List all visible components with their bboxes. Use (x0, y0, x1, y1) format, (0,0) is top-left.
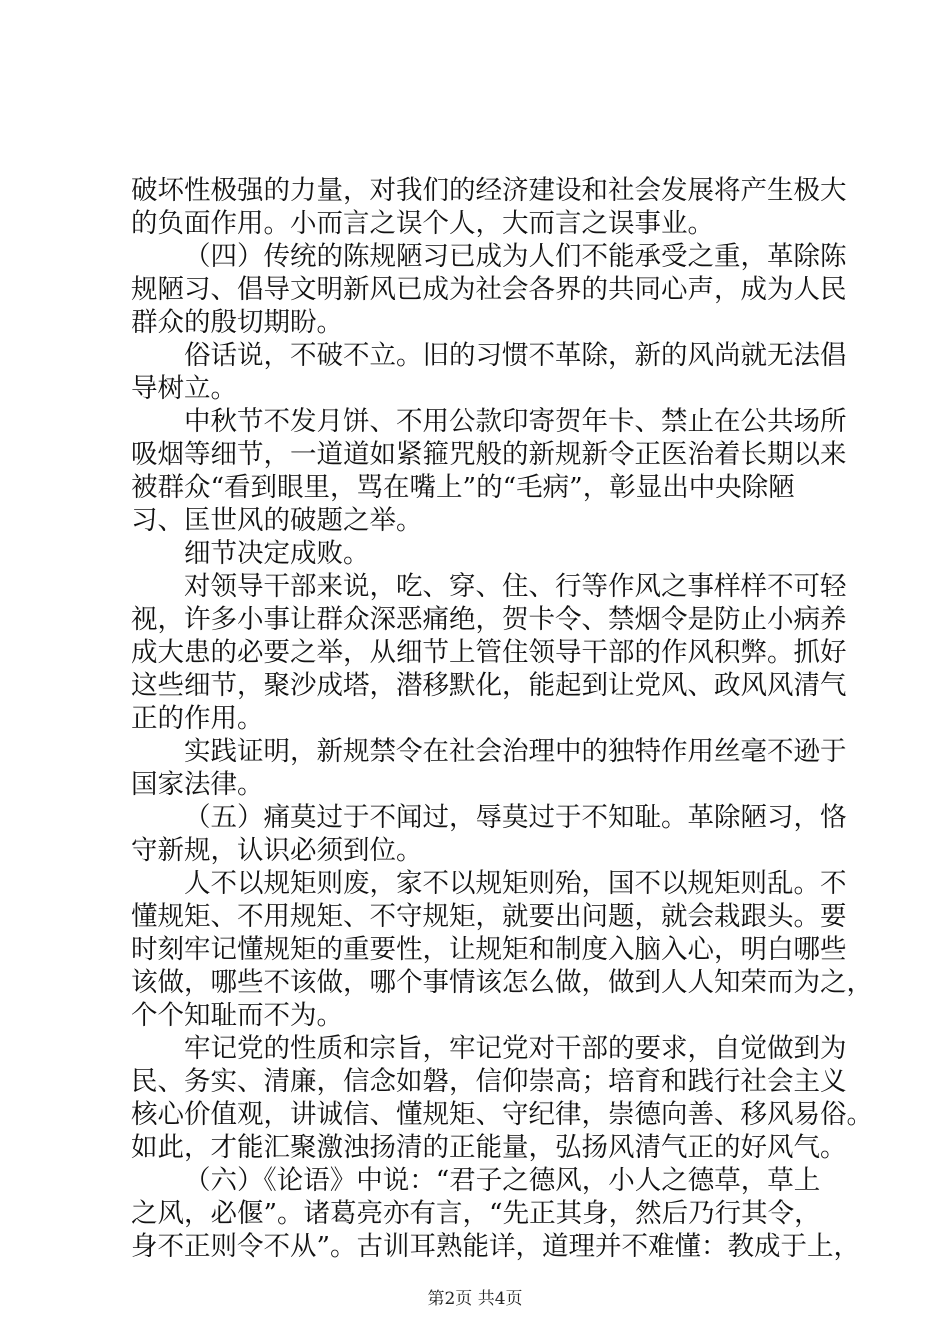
text-line: 核心价值观，讲诚信、懂规矩、守纪律，崇德向善、移风易俗。 (131, 1099, 873, 1130)
text-line: （五）痛莫过于不闻过，辱莫过于不知耻。革除陋习，恪 (184, 802, 847, 833)
text-line: 中秋节不发月饼、不用公款印寄贺年卡、禁止在公共场所 (184, 406, 847, 437)
text-line: （六）《论语》中说：“君子之德风，小人之德草，草上 (184, 1165, 821, 1196)
text-line: 实践证明，新规禁令在社会治理中的独特作用丝毫不逊于 (184, 736, 847, 767)
text-line: 之风，必偃”。诸葛亮亦有言，“先正其身，然后乃行其令， (131, 1198, 821, 1229)
text-line: 人不以规矩则废，家不以规矩则殆，国不以规矩则乱。不 (184, 868, 847, 899)
text-line: 吸烟等细节，一道道如紧箍咒般的新规新令正医治着长期以来 (131, 439, 847, 470)
text-line: 民、务实、清廉，信念如磐，信仰崇高；培育和践行社会主义 (131, 1066, 847, 1097)
text-line: 牢记党的性质和宗旨，牢记党对干部的要求，自觉做到为 (184, 1033, 847, 1064)
text-line: 守新规，认识必须到位。 (131, 835, 423, 866)
text-line: 身不正则令不从”。古训耳熟能详，道理并不难懂：教成于上， (131, 1231, 861, 1262)
text-line: （四）传统的陈规陋习已成为人们不能承受之重，革除陈 (184, 241, 847, 272)
text-line: 正的作用。 (131, 703, 264, 734)
text-line: 国家法律。 (131, 769, 264, 800)
text-line: 时刻牢记懂规矩的重要性，让规矩和制度入脑入心，明白哪些 (131, 934, 847, 965)
text-line: 规陋习、倡导文明新风已成为社会各界的共同心声，成为人民 (131, 274, 847, 305)
text-line: 懂规矩、不用规矩、不守规矩，就要出问题，就会栽跟头。要 (131, 901, 847, 932)
text-line: 细节决定成败。 (184, 538, 370, 569)
text-line: 群众的殷切期盼。 (131, 307, 343, 338)
text-line: 这些细节，聚沙成塔，潜移默化，能起到让党风、政风风清气 (131, 670, 847, 701)
text-line: 破坏性极强的力量，对我们的经济建设和社会发展将产生极大 (131, 175, 847, 206)
text-line: 视，许多小事让群众深恶痛绝，贺卡令、禁烟令是防止小病养 (131, 604, 847, 635)
text-line: 的负面作用。小而言之误个人，大而言之误事业。 (131, 208, 714, 239)
text-line: 导树立。 (131, 373, 237, 404)
text-line: 习、匡世风的破题之举。 (131, 505, 423, 536)
text-line: 成大患的必要之举，从细节上管住领导干部的作风积弊。抓好 (131, 637, 847, 668)
body-text (131, 174, 873, 1263)
text-line: 该做，哪些不该做，哪个事情该怎么做，做到人人知荣而为之， (131, 967, 873, 998)
page-number-footer: 第2页 共4页 (427, 1289, 523, 1309)
text-line: 对领导干部来说，吃、穿、住、行等作风之事样样不可轻 (184, 571, 847, 602)
text-line: 如此，才能汇聚激浊扬清的正能量，弘扬风清气正的好风气。 (131, 1132, 847, 1163)
text-line: 个个知耻而不为。 (131, 1000, 343, 1031)
text-line: 俗话说，不破不立。旧的习惯不革除，新的风尚就无法倡 (184, 340, 847, 371)
text-line: 被群众“看到眼里，骂在嘴上”的“毛病”，彰显出中央除陋 (131, 472, 795, 503)
